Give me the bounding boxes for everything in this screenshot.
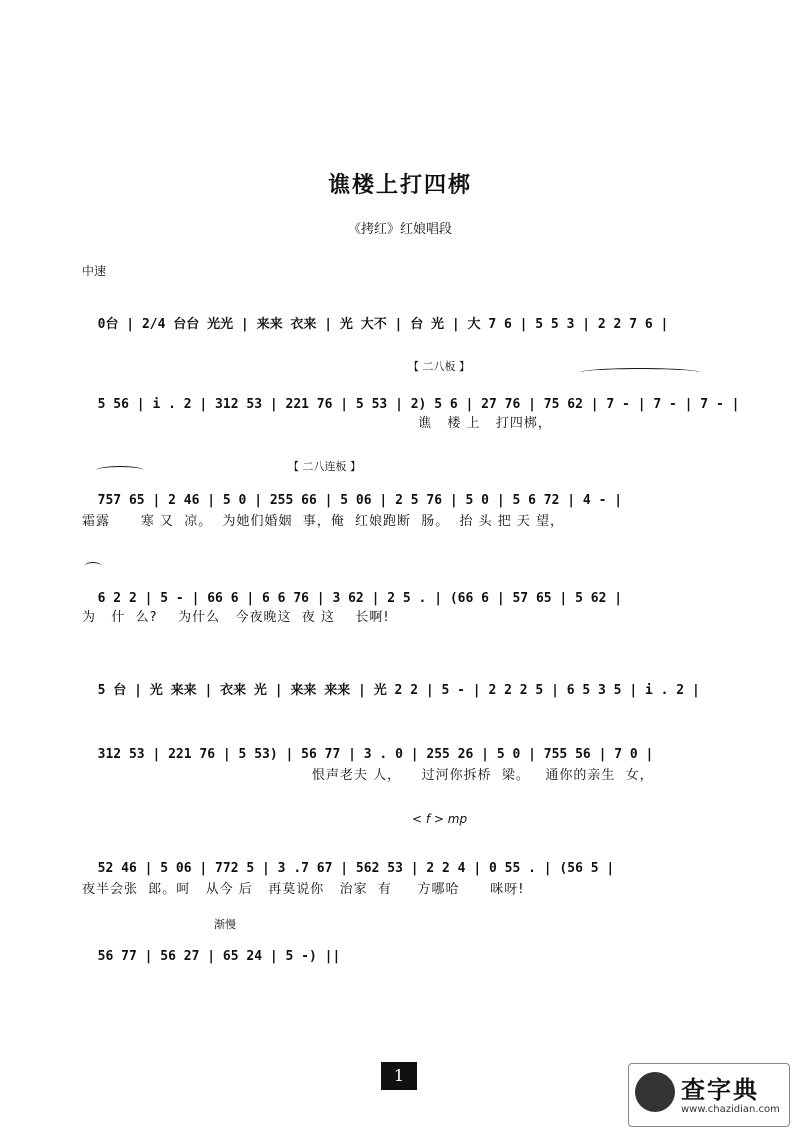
lyric-line: 恨声老夫 人， 过河你拆桥 梁。 通你的亲生 女， <box>312 768 654 783</box>
score-row-1 <box>82 298 722 332</box>
score-row-8 <box>82 934 722 964</box>
song-subtitle: 《拷红》红娘唱段 <box>347 222 452 237</box>
notation-line: 5 56 | i . 2 | 312 53 | 221 76 | 5 53 | 2) 5 6 | 27 76 | 75 62 | 7 - | 7 - | 7 - | <box>97 397 740 412</box>
graduate-logo-icon <box>635 1072 675 1112</box>
tempo-marking: 中速 <box>82 264 107 278</box>
page-number: 1 <box>381 1062 417 1090</box>
slur-arc <box>580 368 700 377</box>
slur-arc <box>84 562 102 571</box>
score-row-6 <box>82 732 722 762</box>
watermark <box>628 1063 790 1127</box>
dynamics-marking: < f > mp <box>412 812 468 826</box>
score-row-2 <box>82 382 740 412</box>
notation-line: 6 2 2 | 5 - | 66 6 | 6 6 76 | 3 62 | 2 5 . | (66 6 | 57 65 | 5 62 | <box>97 591 623 606</box>
score-row-3 <box>82 478 722 508</box>
lyric-line: 夜半会张 郎。呵 从今 后 再莫说你 治家 有 方哪哈 咪呀! <box>82 882 525 897</box>
section-marker: 【 二八连板 】 <box>288 460 361 473</box>
notation-line: 312 53 | 221 76 | 5 53) | 56 77 | 3 . 0 | 255 26 | 5 0 | 755 56 | 7 0 | <box>97 747 654 762</box>
watermark-url: www.chazidian.com <box>681 1104 780 1115</box>
lyric-line: 为 什 么? 为什么 今夜晚这 夜 这 长啊! <box>82 610 390 625</box>
slur-arc <box>96 466 144 475</box>
watermark-text: 查字典 <box>681 1076 759 1104</box>
tempo-change-marker: 渐慢 <box>214 918 236 931</box>
song-title: 谯楼上打四梆 <box>327 173 472 198</box>
lyric-line: 霜露 寒 又 凉。 为她们婚姻 事，俺 红娘跑断 肠。 抬 头 把 天 望， <box>82 514 565 529</box>
score-row-4 <box>82 576 722 606</box>
notation-line: 56 77 | 56 27 | 65 24 | 5 -) || <box>97 949 341 964</box>
notation-line: 5 台 | 光 来来 | 衣来 光 | 来来 来来 | 光 2 2 | 5 - | 2 2 2 5 | 6 5 3 5 | i . 2 | <box>97 683 700 698</box>
notation-line: 52 46 | 5 06 | 772 5 | 3 .7 67 | 562 53 | 2 2 4 | 0 55 . | (56 5 | <box>97 861 615 876</box>
notation-line: 757 65 | 2 46 | 5 0 | 255 66 | 5 06 | 2 5 76 | 5 0 | 5 6 72 | 4 - | <box>97 493 623 508</box>
lyric-line: 谯 楼 上 打四梆， <box>418 416 552 431</box>
score-row-5 <box>82 664 722 698</box>
notation-line: 0台 | 2/4 台台 光光 | 来来 衣来 | 光 大不 | 台 光 | 大 7 6 | 5 5 3 | 2 2 7 6 | <box>97 317 669 332</box>
section-marker: 【 二八板 】 <box>408 360 470 373</box>
score-row-7 <box>82 846 722 876</box>
